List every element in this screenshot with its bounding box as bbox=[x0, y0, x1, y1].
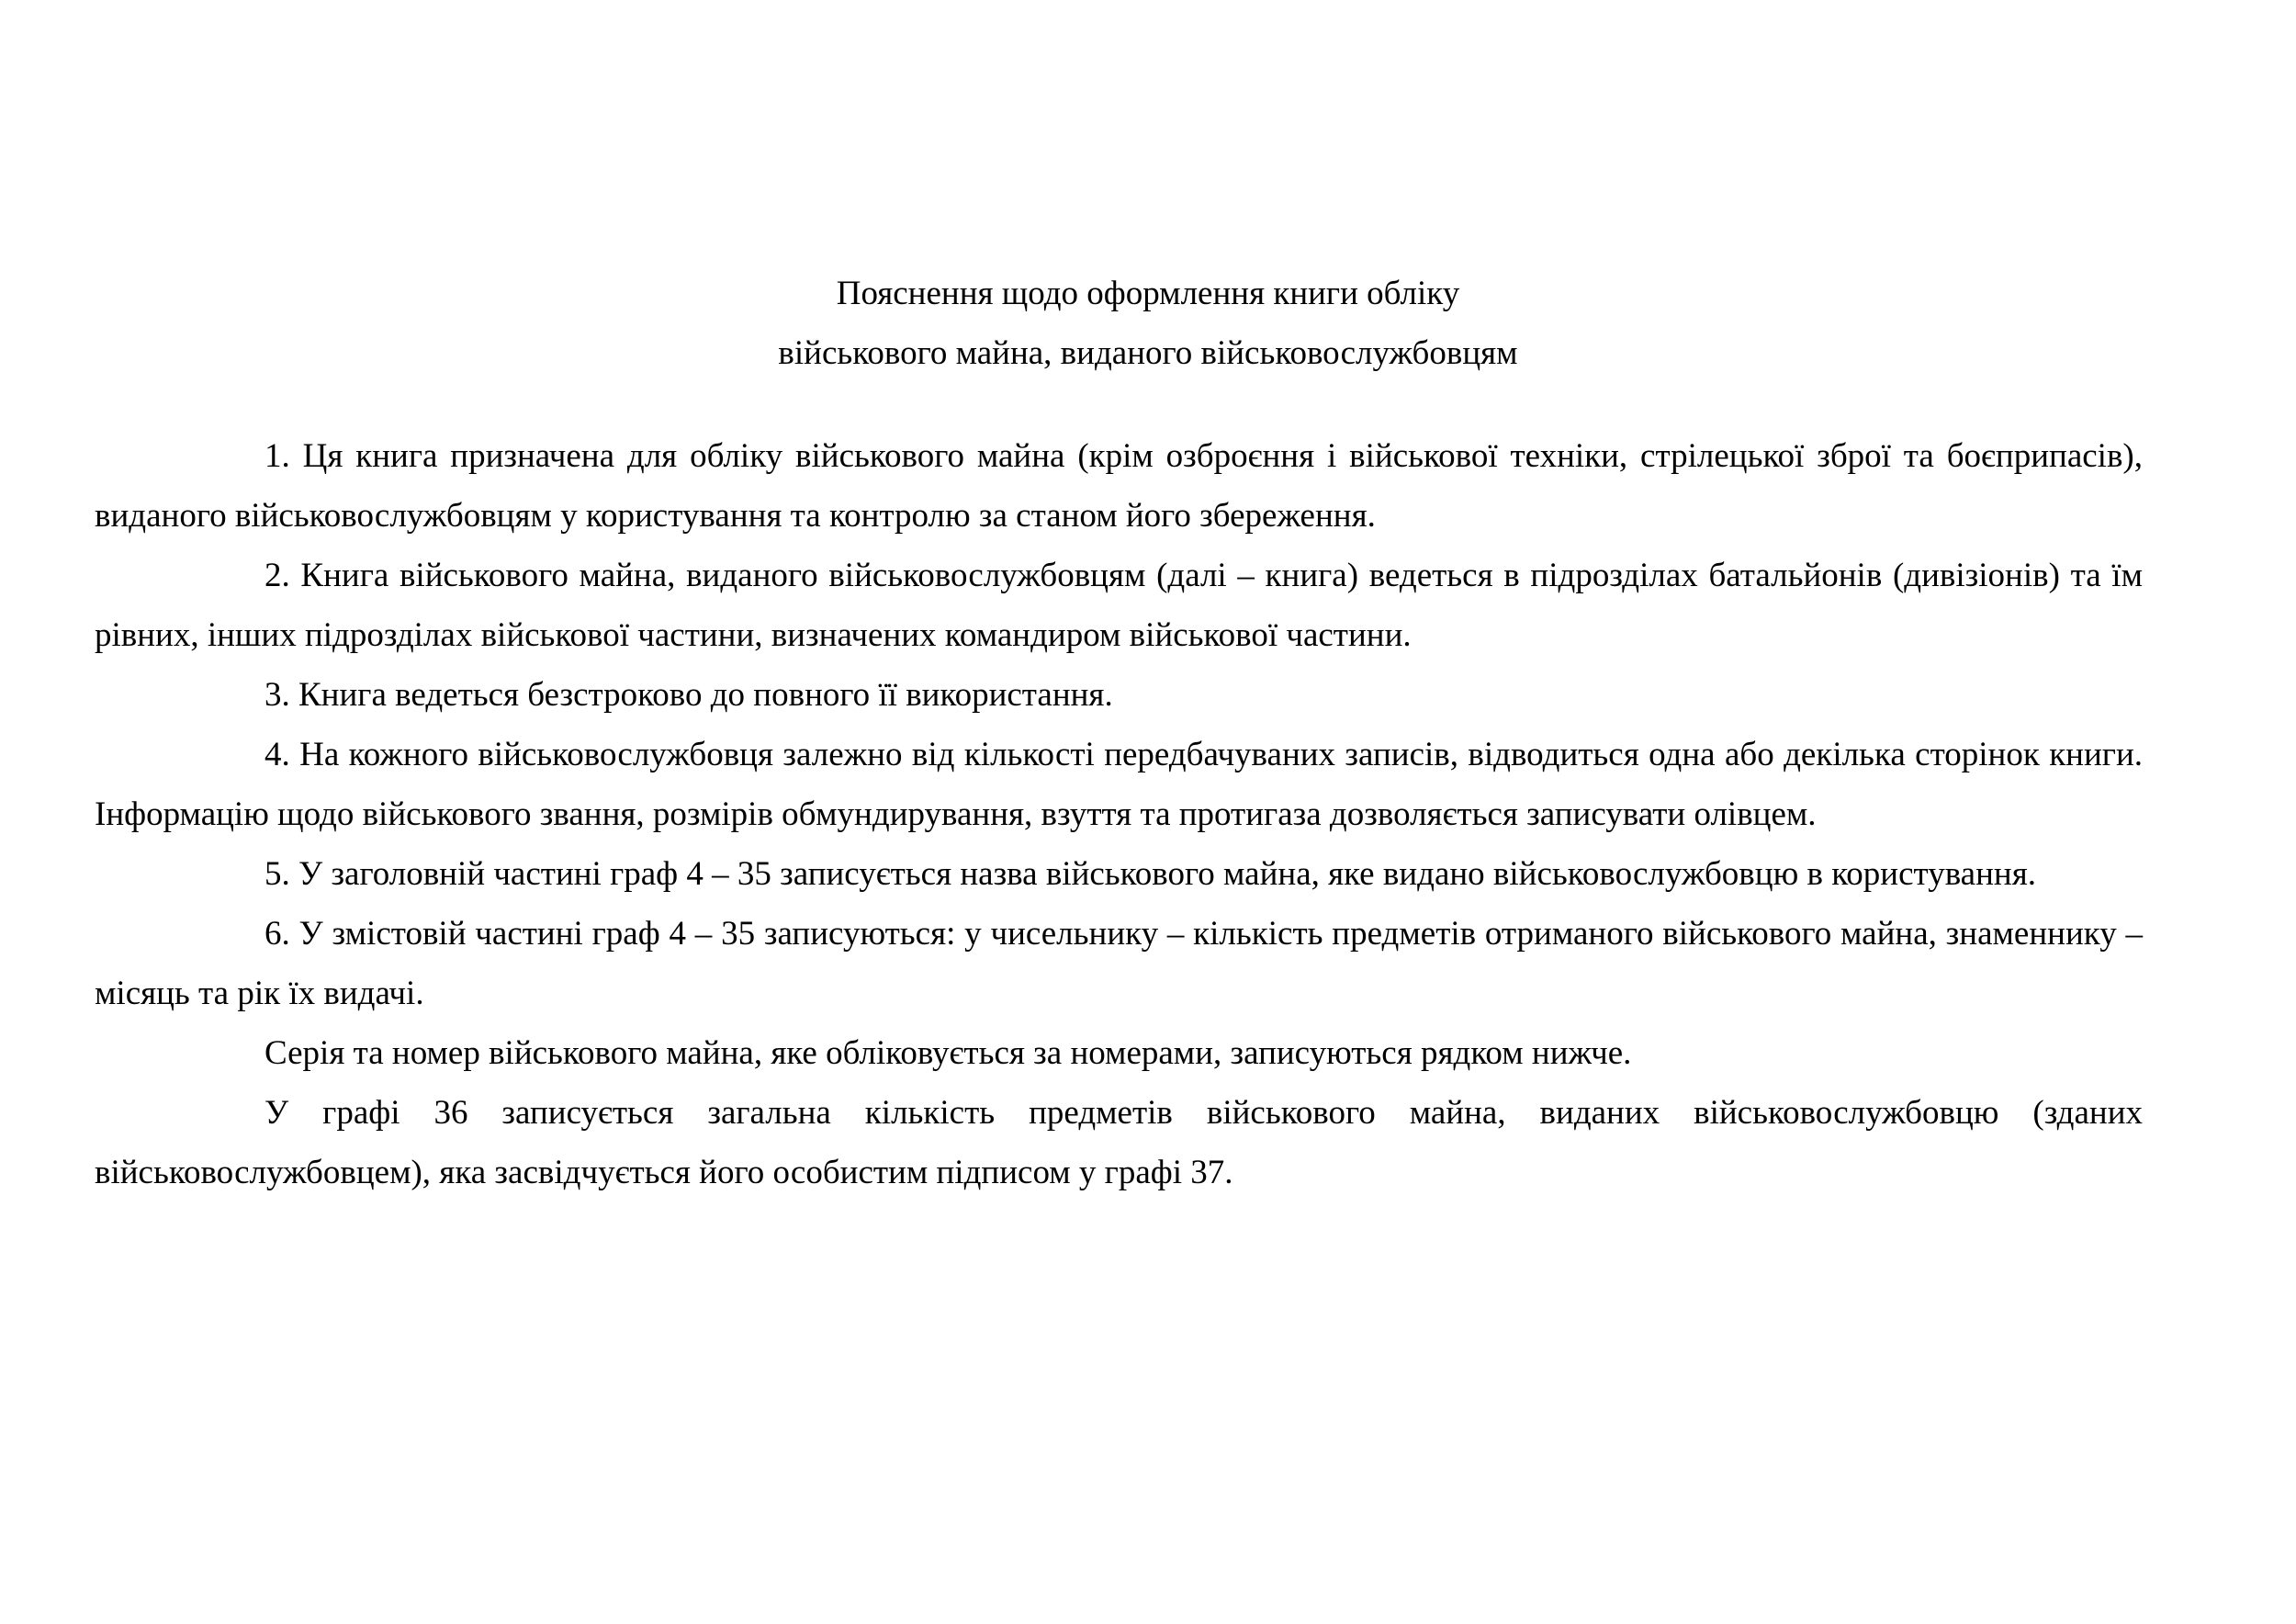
paragraph-7: Серія та номер військового майна, яке обліковується за номерами, записуються рядком нижче. bbox=[264, 1034, 1632, 1072]
document-title bbox=[124, 264, 2172, 383]
title-line-1: Пояснення щодо оформлення книги обліку bbox=[836, 275, 1460, 312]
paragraph-8: У графі 36 записується загальна кількість предметів військового майна, виданих військовослужбовцю (зданих військовослужбовцем), яка засвідчується його особистим підписом у графі 37. bbox=[95, 1094, 2143, 1191]
paragraph-3: 3. Книга ведеться безстроково до повного її використання. bbox=[264, 676, 1113, 714]
paragraph-5: 5. У заголовній частині граф 4 – 35 записується назва військового майна, яке видано військовослужбовцю в користування. bbox=[264, 855, 2036, 893]
paragraph-4: 4. На кожного військовослужбовця залежно від кількості передбачуваних записів, відводиться одна або декілька сторінок книги. Інформацію щодо військового звання, розмірів обмундирування, взуття та протигаза дозволяється записувати олівцем. bbox=[95, 736, 2143, 833]
title-line-2: військового майна, виданого військовослужбовцям bbox=[778, 334, 1518, 372]
paragraph-2: 2. Книга військового майна, виданого військовослужбовцям (далі – книга) ведеться в підрозділах батальйонів (дивізіонів) та їм рівних, інших підрозділах військової частини, визначених командиром військової частини. bbox=[95, 557, 2143, 654]
paragraph-1: 1. Ця книга призначена для обліку військового майна (крім озброєння і військової техніки, стрілецької зброї та боєприпасів), виданого військовослужбовцям у користування та контролю за станом його збереження. bbox=[95, 437, 2143, 535]
document-body bbox=[95, 426, 2143, 1202]
paragraph-6: 6. У змістовій частині граф 4 – 35 записуються: у чисельнику – кількість предметів отриманого військового майна, знаменнику – місяць та рік їх видачі. bbox=[95, 915, 2143, 1012]
